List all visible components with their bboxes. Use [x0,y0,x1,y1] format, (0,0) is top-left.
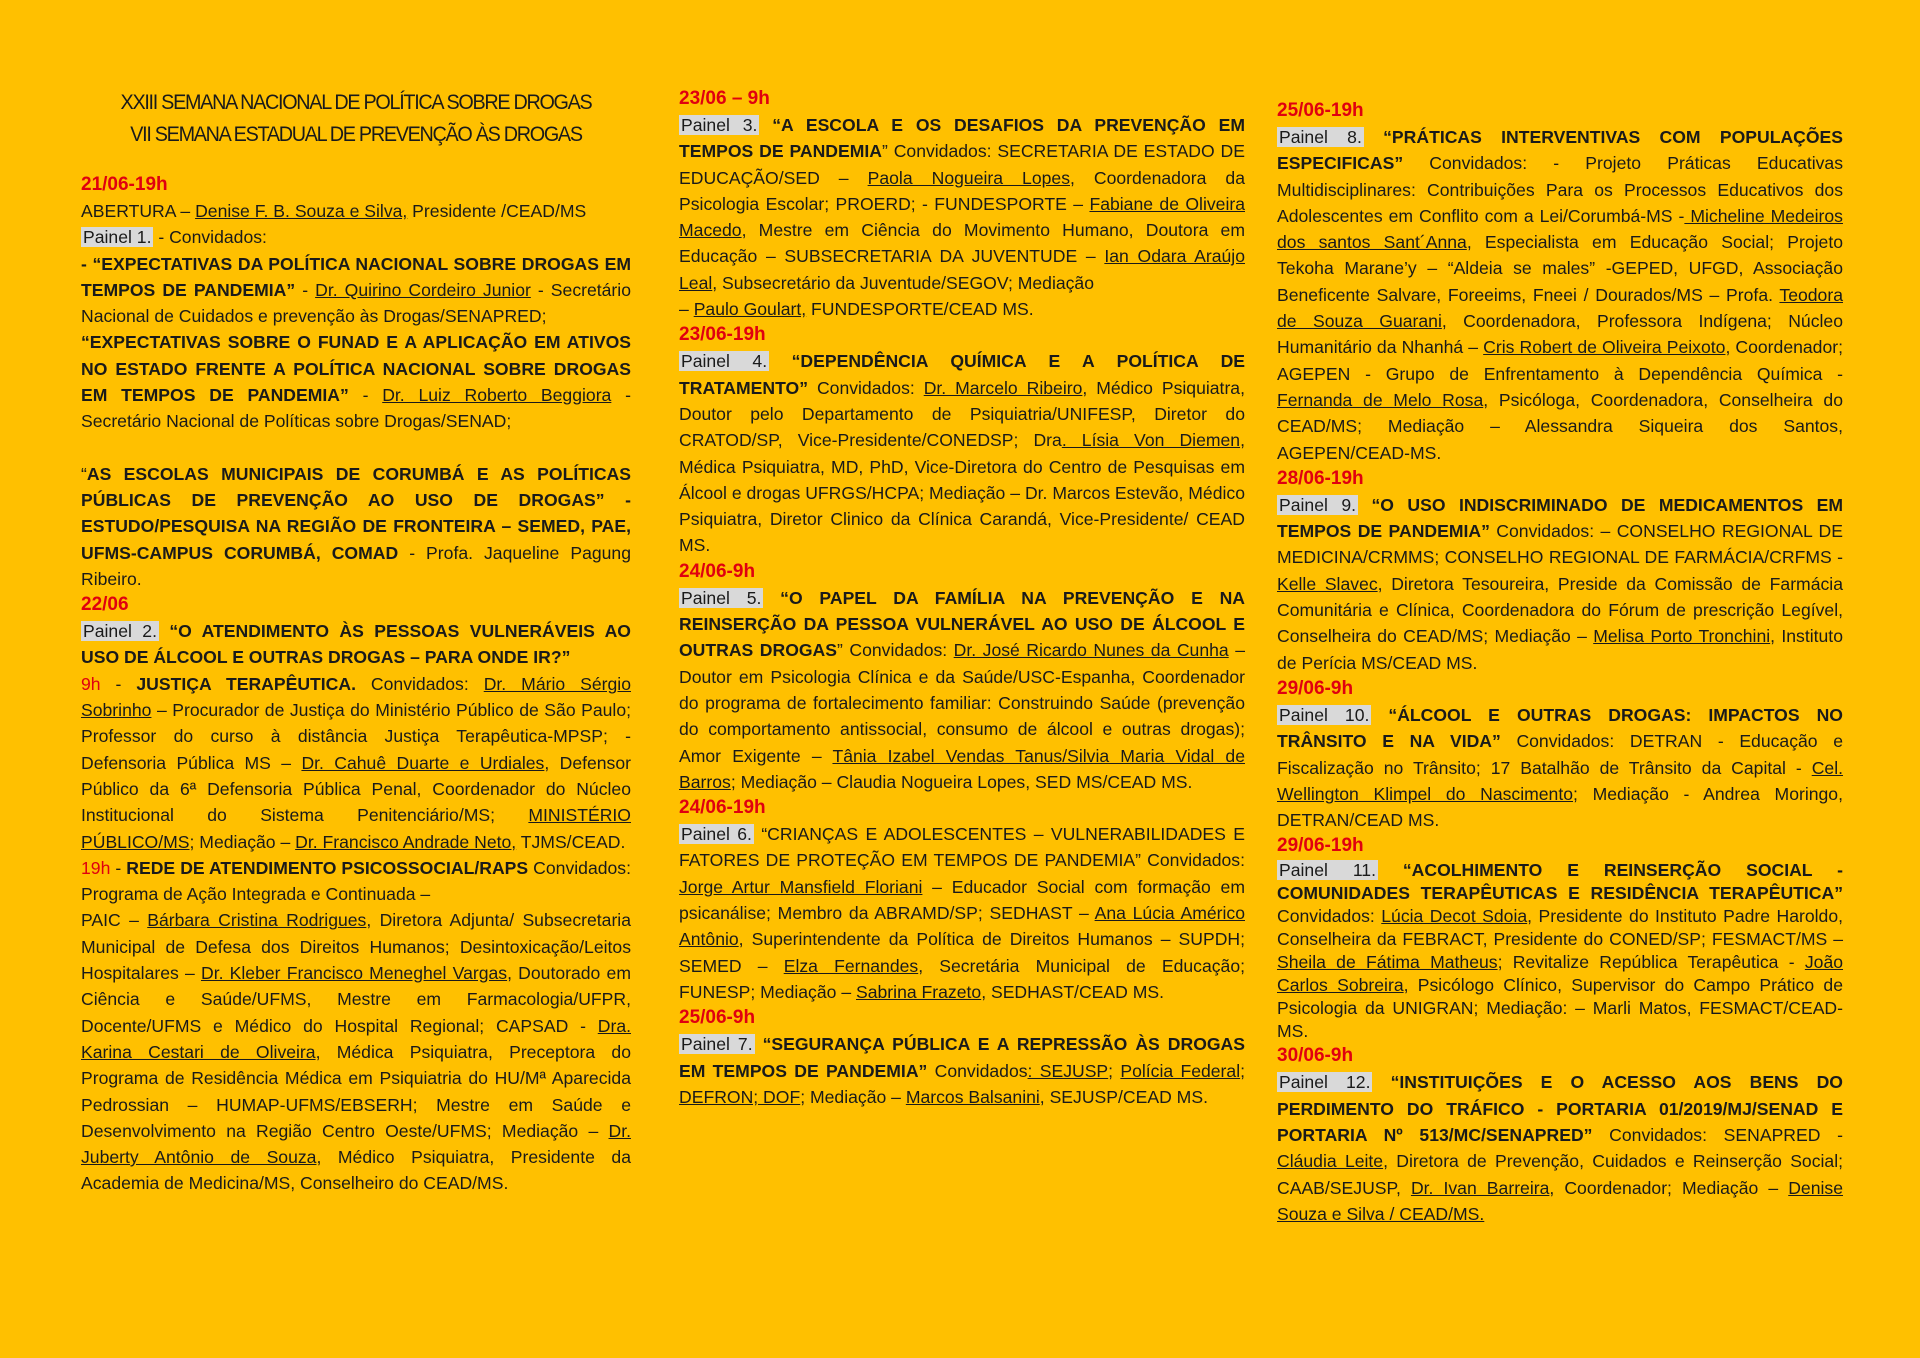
text: ; Mediação – [800,1086,906,1107]
panel-9 [1277,492,1843,676]
text: , Superintendente da Política de Direitos Humanos – SUPDH; SEMED – [679,929,1245,976]
panel-10-title: “ÁLCOOL E OUTRAS DROGAS: IMPACTOS NO TRÂNSITO E NA VIDA” [1277,704,1843,752]
title-line-1: XXIII SEMANA NACIONAL DE POLÍTICA SOBRE DROGAS [120,90,592,114]
panel-4-title: “DEPENDÊNCIA QUÍMICA E A POLÍTICA DE TRATAMENTO” [679,351,1246,398]
speaker: Dra. Karina Cestari de Oliveira [81,1015,631,1062]
text: , Secretária Municipal de Educação; FUNESP; Mediação – [679,955,1245,1002]
panel-9-label: Painel 9. [1279,494,1357,515]
speaker: Kelle Slavec [1277,573,1378,594]
panel-2-title: “O ATENDIMENTO ÀS PESSOAS VULNERÁVEIS AO USO DE ÁLCOOL E OUTRAS DROGAS – PARA ONDE IR?” [81,621,631,668]
quote-mark: “ [81,463,87,484]
date-23-06-9h: 23/06 – 9h [679,88,770,109]
spacer [81,435,631,461]
talk-1-title: - “EXPECTATIVAS DA POLÍTICA NACIONAL SOBRE DROGAS EM TEMPOS DE PANDEMIA” [81,253,631,300]
panel-10-label: Painel 10. [1279,704,1370,725]
panel-9-title: “O USO INDISCRIMINADO DE MEDICAMENTOS EM TEMPOS DE PANDEMIA” [1277,494,1844,542]
panel-2-session-19h [81,855,631,1197]
speaker: Ana Lúcia Américo Antônio [679,903,1245,950]
panel-2-session-9h [81,671,631,855]
text: Convidados [927,1060,1028,1081]
speaker: Dr. Mário Sérgio Sobrinho [81,673,631,721]
opening-speaker: Denise F. B. Souza e Silva, [195,201,408,221]
panel-7-label: Painel 7. [681,1034,753,1055]
text: – Educador Social com formação em psicanálise; Membro da ABRAMD/SP; SEDHAST – [679,876,1245,924]
text: Convidados: [355,673,484,694]
moderator: Denise Souza e Silva / CEAD/MS. [1277,1177,1843,1224]
moderator: Dr. Juberty Antônio de Souza [81,1120,631,1168]
speaker: Bárbara Cristina Rodrigues [147,910,367,931]
talk-2-title: “EXPECTATIVAS SOBRE O FUNAD E A APLICAÇÃO EM ATIVOS NO ESTADO FRENTE A POLÍTICA NACIONAL SOBRE DROGAS EM TEMPOS DE PANDEMIA” [81,332,631,406]
speaker: João Carlos Sobreira [1277,952,1844,996]
text: PAIC – [81,910,148,931]
panel-8-title: “PRÁTICAS INTERVENTIVAS COM POPULAÇÕES ESPECIFICAS” [1277,127,1844,174]
date-25-06-19h: 25/06-19h [1277,100,1364,121]
opening-text: ABERTURA – [81,201,196,221]
talk-2-role: - Secretário Nacional de Políticas sobre Drogas/SENAD; [81,385,631,432]
moderator: Paulo Goulart, [693,299,807,320]
text: , Psicóloga, Coordenadora, Conselheira do CEAD/MS; Mediação – Alessandra Siqueira dos Santos, AGEPEN/CEAD-MS. [1277,389,1843,463]
text: Convidados: - Projeto Práticas Educativas Multidisciplinares: Contribuições Para os Processos Educativos dos Adolescentes em Conflito com a Lei/Corumbá-MS - [1277,153,1843,226]
panel-5 [679,585,1245,795]
panel-6-title: “CRIANÇAS E ADOLESCENTES – VULNERABILIDADES E FATORES DE PROTEÇÃO EM TEMPOS DE PANDEMIA” Convidados: [679,824,1245,871]
text: ” Convidados: SECRETARIA DE ESTADO DE EDUCAÇÃO/SED – [679,141,1245,188]
text: , Médico Psiquiatra, Doutor pelo Departamento de Psiquiatria/UNIFESP, Diretor do CRATOD/SP, Vice-Presidente/CONEDSP; Dra [679,377,1245,451]
text: , Coordenadora da Psicologia Escolar; PROERD; - FUNDESPORTE – [679,167,1245,214]
text: , SEJUSP/CEAD MS. [1039,1086,1208,1107]
speaker: Cris Robert de Oliveira Peixoto [1483,337,1726,358]
date-22-06: 22/06 [81,594,129,616]
speaker: Dr. Cahuê Duarte e Urdiales [301,752,545,773]
session-title: REDE DE ATENDIMENTO PSICOSSOCIAL/RAPS [126,857,529,878]
text: – Doutor em Psicologia Clínica e da Saúde/USC-Espanha, Coordenador do programa de fortalecimento familiar: Construindo Saúde (prevenção do comportamento antissocial, consumo de álcool e outras drogas); Amor Exigente – [679,640,1245,766]
text: ” Convidados: [837,640,954,661]
speaker: Lúcia Decot Sdoia [1381,906,1528,927]
talk-3-title: AS ESCOLAS MUNICIPAIS DE CORUMBÁ E AS POLÍTICAS PÚBLICAS DE PREVENÇÃO AO USO DE DROGAS” - ESTUDO/PESQUISA NA REGIÃO DE FRONTEIRA – SEMED, PAE, UFMS-CAMPUS CORUMBÁ, COMAD [81,463,631,563]
panel-1-label: Painel 1. [83,227,152,248]
speaker: Fabiane de Oliveira Macedo [679,193,1245,241]
panel-10 [1277,702,1843,833]
speaker: Elza Fernandes [783,955,919,976]
title-line-2: VII SEMANA ESTADUAL DE PREVENÇÃO ÀS DROGAS [130,122,582,146]
text: ; Mediação – Claudia Nogueira Lopes, SED MS/CEAD MS. [730,771,1193,792]
text: – [679,299,694,320]
opening [81,198,631,224]
text: , Médica Psiquiatra, MD, PhD, Vice-Diretora do Centro de Pesquisas em Álcool e drogas UFRGS/HCPA; Mediação – Dr. Marcos Estevão, Médico Psiquiatra, Diretor Clinico da Clínica Carandá, Vice-Presidente/ CEAD MS. [679,430,1245,556]
text: TJMS/CEAD. [516,831,626,852]
panel-3-label: Painel 3. [681,115,758,135]
speaker: Fernanda de Melo Rosa [1277,389,1484,410]
panel-1-talk-1 [81,251,631,330]
column-1 [81,86,631,1197]
text: , Instituto de Perícia MS/CEAD MS. [1277,626,1843,673]
speaker: Dr. Marcelo Ribeiro [923,377,1083,398]
speaker: Polícia Federal [1120,1060,1241,1081]
panel-11-title: “ACOLHIMENTO E REINSERÇÃO SOCIAL - COMUNIDADES TERAPÊUTICAS E RESIDÊNCIA TERAPÊUTICA” [1277,860,1843,904]
text: , Mestre em Ciência do Movimento Humano, Doutora em Educação – SUBSECRETARIA DA JUVENTUDE – [679,220,1245,267]
text: ; Mediação - Andrea Moringo, DETRAN/CEAD MS. [1277,783,1843,831]
speaker: . Lísia Von Diemen [1061,430,1241,451]
speaker: Micheline Medeiros dos santos Sant´Anna [1277,205,1843,253]
sep: - [110,857,127,878]
page-title [103,86,609,150]
sep: - [100,673,137,694]
speaker: Cel. Wellington Klimpel do Nascimento [1277,757,1843,804]
text: ; [1240,1060,1246,1081]
speaker: Jorge Artur Mansfield Floriani [679,876,923,897]
text: FUNDESPORTE/CEAD MS. [806,299,1034,320]
text: ; Revitalize República Terapêutica - [1497,952,1805,973]
panel-11 [1277,859,1843,1043]
panel-2 [81,618,631,671]
speaker: Teodora de Souza Guarani [1277,284,1843,332]
sep: - [348,385,383,406]
speaker: Cláudia Leite [1277,1151,1384,1172]
text: , Defensor Público da 6ª Defensoria Pública Penal, Coordenador do Núcleo Institucional do Sistema Penitenciário/MS; [81,752,632,826]
sep: - [295,279,316,300]
speaker: Dr. José Ricardo Nunes da Cunha [953,640,1229,661]
text: Convidados: [1277,906,1382,927]
time-19h: 19h [81,857,111,878]
panel-8 [1277,124,1843,466]
opening-role: Presidente /CEAD/MS [407,201,587,221]
speaker: Dr. Kleber Francisco Meneghel Vargas [200,963,508,984]
moderator: Dr. Francisco Andrade Neto, [295,831,517,852]
column-2 [679,86,1245,1110]
date-21-06: 21/06-19h [81,174,168,195]
panel-3-title: “A ESCOLA E OS DESAFIOS DA PREVENÇÃO EM TEMPOS DE PANDEMIA [679,115,1245,162]
panel-11-label: Painel 11. [1279,860,1376,881]
text: , SEDHAST/CEAD MS. [981,981,1164,1002]
speaker: Sheila de Fátima Matheus [1277,952,1498,973]
talk-3-speaker: - Profa. Jaqueline Pagung Ribeiro. [81,542,631,589]
panel-8-label: Painel 8. [1279,127,1362,147]
panel-1 [81,224,631,250]
text: Convidados: – CONSELHO REGIONAL DE MEDICINA/CRMMS; CONSELHO REGIONAL DE FARMÁCIA/CRFMS - [1277,521,1843,568]
panel-6-label: Painel 6. [681,824,752,845]
text: , Coordenador; Mediação – [1549,1177,1789,1198]
speaker: MINISTÉRIO PÚBLICO/MS [81,805,631,852]
session-title: JUSTIÇA TERAPÊUTICA. [136,673,356,694]
text: Convidados: Programa de Ação Integrada e Continuada – [81,857,631,905]
text: , Doutorado em Ciência e Saúde/UFMS, Mestre em Farmacologia/UFPR, Docente/UFMS e Médico do Hospital Regional; CAPSAD - [81,963,631,1036]
text: , Presidente do Instituto Padre Haroldo, Conselheira da FEBRACT, Presidente do CONED/SP; FESMACT/MS – [1277,906,1843,950]
panel-2-label: Painel 2. [83,621,157,642]
text: , Especialista em Educação Social; Projeto Tekoha Marane’y – “Aldeia se males” -GEPED, UFGD, Associação Beneficente Salvare, Foreeims, Fneei / Dourados/MS – Profa. [1277,232,1843,305]
talk-1-speaker: Dr. Quirino Cordeiro Junior [315,279,531,300]
panel-1-talk-2 [81,329,631,434]
date-24-06-19h: 24/06-19h [679,797,766,819]
text: , Diretora Tesoureira, Preside da Comissão de Farmácia Comunitária e Clínica, Coordenadora do Fórum de prescrição Legível, Conselheira do CEAD/MS; Mediação – [1277,573,1843,647]
text: Convidados: SENAPRED - [1592,1125,1843,1146]
panel-5-label: Painel 5. [681,587,762,608]
date-25-06-9h: 25/06-9h [679,1007,756,1029]
time-9h: 9h [81,673,101,694]
panel-6 [679,821,1245,1005]
text: Convidados: DETRAN - Educação e Fiscalização no Trânsito; 17 Batalhão de Trânsito da Capital - [1277,731,1843,778]
speaker: Ian Odara Araújo Leal [679,246,1245,293]
panel-12-title: “INSTITUIÇÕES E O ACESSO AOS BENS DO PERDIMENTO DO TRÁFICO - PORTARIA 01/2019/MJ/SENAD E PORTARIA Nº 513/MC/SENAPRED” [1277,1072,1843,1146]
text: , Coordenadora, Professora Indígena; Núcleo Humanitário da Nhanhá – [1277,311,1843,358]
speaker: Dr. Ivan Barreira [1410,1177,1550,1198]
talk-1-role: - Secretário Nacional de Cuidados e prevenção às Drogas/SENAPRED; [81,279,631,327]
panel-4-label: Painel 4. [681,351,768,372]
panel-1-intro: - Convidados: [153,227,267,248]
date-28-06-19h: 28/06-19h [1277,467,1364,489]
panel-4 [679,348,1245,558]
panel-12-label: Painel 12. [1279,1072,1371,1093]
date-30-06-9h: 30/06-9h [1277,1045,1354,1067]
panel-3 [679,112,1245,322]
date-23-06-19h: 23/06-19h [679,324,766,346]
talk-2-speaker: Dr. Luiz Roberto Beggiora [382,385,612,406]
date-29-06-9h: 29/06-9h [1277,677,1354,699]
column-3 [1277,98,1843,1227]
text: , Médica Psiquiatra, Preceptora do Programa de Residência Médica em Psiquiatria do HU/Mª Aparecida Pedrossian – HUMAP-UFMS/EBSERH; Mestre em Saúde e Desenvolvimento na Região Centro Oeste/UFMS; Mediação – [81,1041,631,1141]
text: , Diretora de Prevenção, Cuidados e Reinserção Social; CAAB/SEJUSP, [1277,1151,1843,1198]
text: ; [1108,1060,1121,1081]
text: , Médico Psiquiatra, Presidente da Academia de Medicina/MS, Conselheiro do CEAD/MS. [81,1147,631,1194]
panel-7-title: “SEGURANÇA PÚBLICA E A REPRESSÃO ÀS DROGAS EM TEMPOS DE PANDEMIA” [679,1034,1246,1081]
text: Convidados: [808,377,924,398]
text: – Procurador de Justiça do Ministério Público de São Paulo; Professor do curso à distância Justiça Terapêutica-MPSP; - Defensoria Pública MS – [81,700,631,773]
speaker: : SEJUSP [1027,1060,1109,1081]
moderator: Sabrina Frazeto [856,981,982,1002]
text: , Psicólogo Clínico, Supervisor do Campo Prático de Psicologia da UNIGRAN; Mediação: – Marli Matos, FESMACT/CEAD-MS. [1277,975,1843,1042]
date-29-06-19h: 29/06-19h [1277,835,1364,857]
panel-12 [1277,1069,1843,1227]
panel-1-talk-3 [81,461,631,592]
text: ; Mediação – [189,831,296,852]
text: , Diretora Adjunta/ Subsecretaria Municipal de Defesa dos Direitos Humanos; Desintoxicação/Leitos Hospitalares – [81,910,631,984]
speaker: Paola Nogueira Lopes [867,167,1070,188]
text: , Coordenador; AGEPEN - Grupo de Enfrentamento à Dependência Química - [1277,337,1843,384]
panel-5-title: “O PAPEL DA FAMÍLIA NA PREVENÇÃO E NA REINSERÇÃO DA PESSOA VULNERÁVEL AO USO DE ÁLCOOL E OUTRAS DROGAS [679,587,1245,661]
speaker: Tânia Izabel Vendas Tanus/Silvia Maria Vidal de Barros [679,745,1245,792]
panel-7 [679,1031,1245,1110]
moderator: Melisa Porto Tronchini [1593,626,1771,647]
speaker: DEFRON; DOF [679,1086,801,1107]
text: , Subsecretário da Juventude/SEGOV; Mediação [712,272,1095,293]
moderator: Marcos Balsanini [905,1086,1040,1107]
date-24-06-9h: 24/06-9h [679,560,756,582]
